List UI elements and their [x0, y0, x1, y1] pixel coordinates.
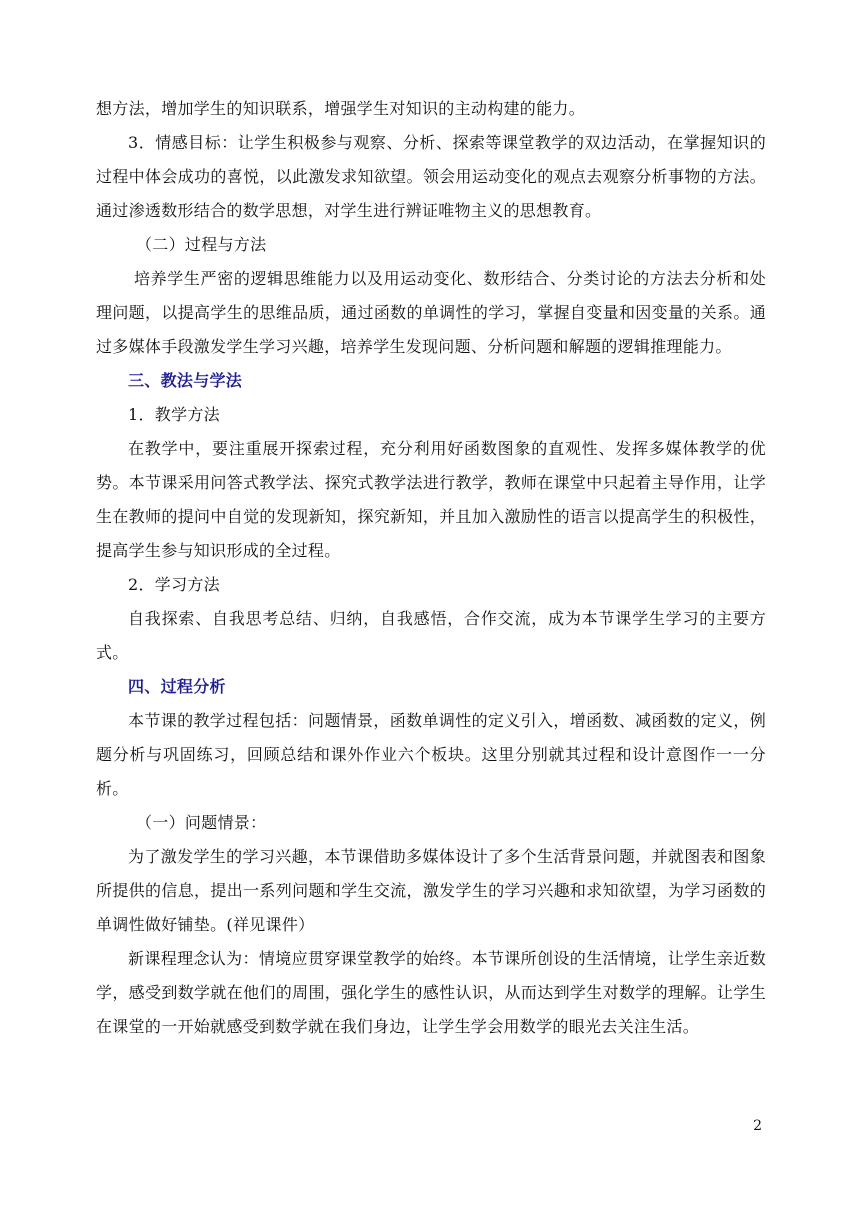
paragraph: 本节课的教学过程包括：问题情景，函数单调性的定义引入，增函数、减函数的定义，例题分析与巩固练习，回顾总结和课外作业六个板块。这里分别就其过程和设计意图作一一分析。	[96, 711, 766, 798]
paragraph: 新课程理念认为：情境应贯穿课堂教学的始终。本节课所创设的生活情境，让学生亲近数学，感受到数学就在他们的周围，强化学生的感性认识，从而达到学生对数学的理解。让学生在课堂的一开始就感受到数学就在我们身边，让学生学会用数学的眼光去关注生活。	[96, 949, 766, 1036]
section-heading: 三、教法与学法	[128, 371, 243, 390]
paragraph: 培养学生严密的逻辑思维能力以及用运动变化、数形结合、分类讨论的方法去分析和处理问题，以提高学生的思维品质，通过函数的单调性的学习，掌握自变量和因变量的关系。通过多媒体手段激发学生学习兴趣，培养学生发现问题、分析问题和解题的逻辑推理能力。	[96, 269, 766, 356]
page-number: 2	[753, 1118, 762, 1134]
paragraph: 为了激发学生的学习兴趣，本节课借助多媒体设计了多个生活背景问题，并就图表和图象所提供的信息，提出一系列问题和学生交流，激发学生的学习兴趣和求知欲望，为学习函数的单调性做好铺垫。(祥见课件）	[96, 847, 766, 934]
paragraph: 3．情感目标：让学生积极参与观察、分析、探索等课堂教学的双边活动，在掌握知识的过程中体会成功的喜悦，以此激发求知欲望。领会用运动变化的观点去观察分析事物的方法。通过渗透数形结合的数学思想，对学生进行辨证唯物主义的思想教育。	[96, 133, 766, 220]
list-item-heading: 2．学习方法	[128, 575, 220, 594]
paragraph: 自我探索、自我思考总结、归纳，自我感悟，合作交流，成为本节课学生学习的主要方式。	[96, 609, 766, 662]
list-item-heading: 1．教学方法	[128, 405, 220, 424]
paragraph: 想方法，增加学生的知识联系，增强学生对知识的主动构建的能力。	[96, 99, 586, 118]
document-body	[96, 92, 766, 1044]
paragraph: 在教学中，要注重展开探索过程，充分利用好函数图象的直观性、发挥多媒体教学的优势。本节课采用问答式教学法、探究式教学法进行教学，教师在课堂中只起着主导作用，让学生在教师的提问中自觉的发现新知，探究新知，并且加入激励性的语言以提高学生的积极性，提高学生参与知识形成的全过程。	[96, 439, 766, 560]
subsection-heading: （二）过程与方法	[136, 235, 267, 254]
subsection-heading: （一）问题情景：	[136, 813, 267, 832]
section-heading: 四、过程分析	[128, 677, 226, 696]
